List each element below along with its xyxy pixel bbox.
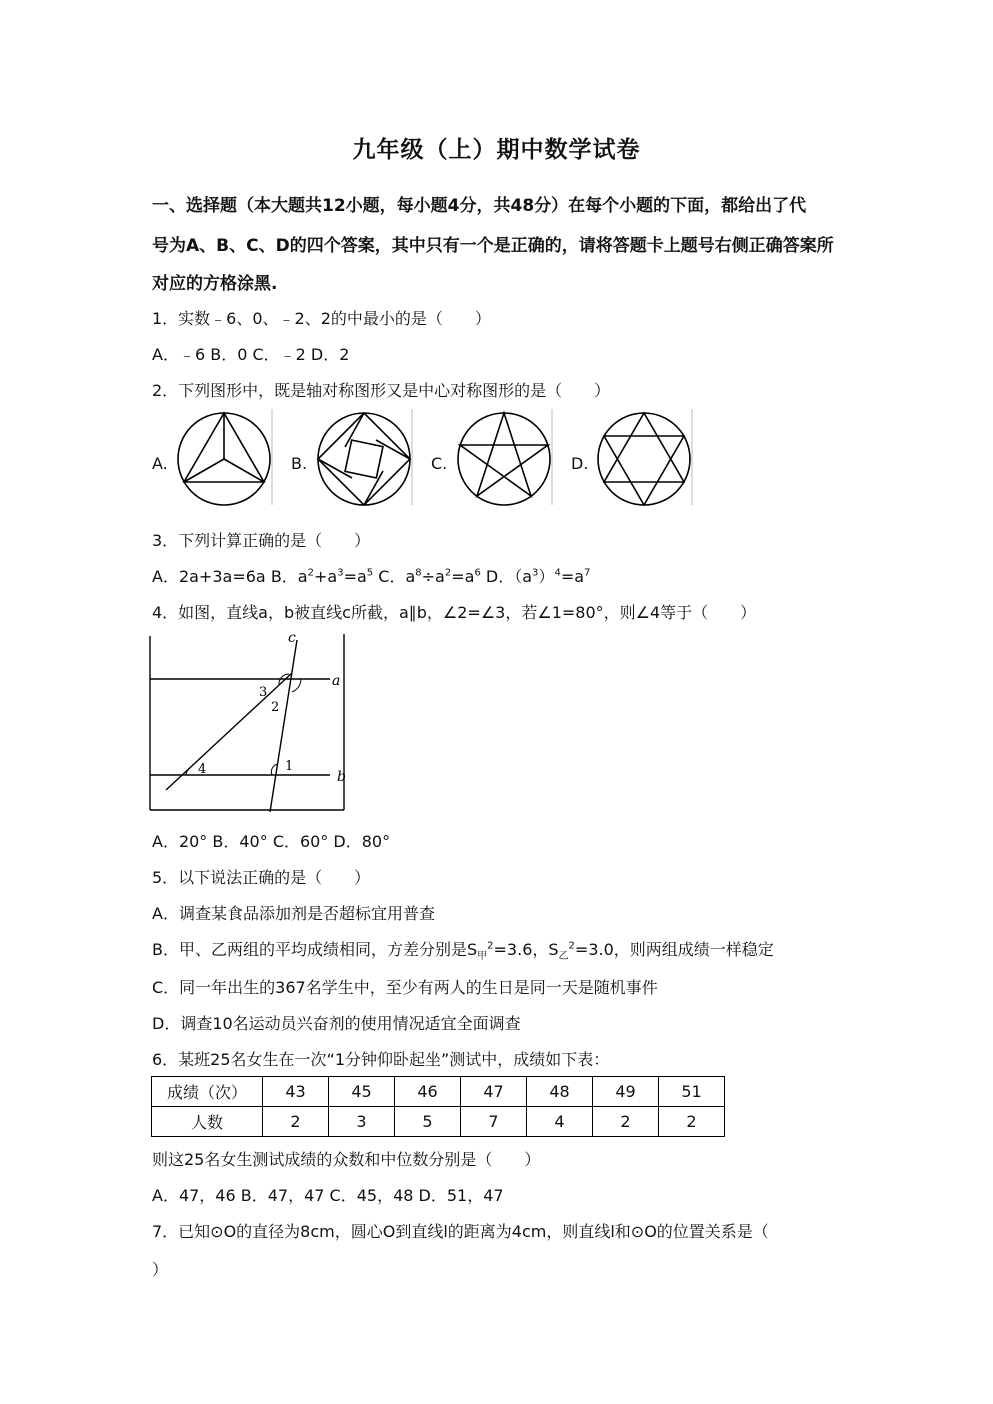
table-cell: 5	[395, 1107, 461, 1137]
table-row-scores	[152, 1077, 725, 1107]
q5-option-d: D．调查10名运动员兴奋剂的使用情况适宜全面调查	[152, 1014, 521, 1033]
page-title: 九年级（上）期中数学试卷	[352, 137, 641, 163]
table-cell: 4	[527, 1107, 593, 1137]
q4-options: A．20° B．40° C．60° D．80°	[152, 832, 391, 851]
table-cell: 2	[593, 1107, 659, 1137]
q2-figure-d	[594, 409, 694, 506]
q1-stem: 1．实数﹣6、0、﹣2、2的中最小的是（ ）	[152, 309, 491, 328]
label-angle-4: 4	[198, 762, 207, 777]
section-heading-line-3: 对应的方格涂黑.	[152, 274, 278, 294]
q2-option-d-label: D.	[571, 454, 589, 473]
q2-option-b-label: B.	[291, 454, 308, 473]
table-cell: 49	[593, 1077, 659, 1107]
table-cell: 48	[527, 1077, 593, 1107]
q3-option-d: D．$(a^3)^4=a^7$	[485, 567, 591, 586]
label-b: b	[337, 769, 346, 785]
q2-option-c-label: C.	[431, 454, 448, 473]
q2-figure-c	[454, 409, 554, 506]
q2-stem: 2．下列图形中，既是轴对称图形又是中心对称图形的是（ ）	[152, 381, 611, 400]
table-cell: 51	[659, 1077, 725, 1107]
table-cell: 2	[659, 1107, 725, 1137]
table-header-score: 成绩（次）	[152, 1077, 263, 1107]
table-row-counts	[152, 1107, 725, 1137]
table-header-count: 人数	[152, 1107, 263, 1137]
q3-option-b: B．$a^2+a^3=a^5$	[270, 567, 374, 586]
q2-figure-a	[174, 409, 274, 506]
q6-score-table	[151, 1076, 725, 1137]
q2-option-a-label: A.	[152, 454, 168, 473]
table-cell: 45	[329, 1077, 395, 1107]
table-cell: 43	[263, 1077, 329, 1107]
q6-options: A．47，46 B．47，47 C．45，48 D．51，47	[152, 1186, 504, 1205]
q4-stem: 4．如图，直线a，b被直线c所截，a∥b，∠2=∠3，若∠1=80°，则∠4等于（ ）	[152, 603, 757, 622]
label-c: c	[288, 630, 296, 646]
table-cell: 3	[329, 1107, 395, 1137]
section-heading-line-1: 一、选择题（本大题共12小题，每小题4分，共48分）在每个小题的下面，都给出了代	[152, 196, 807, 216]
q6-stem: 6．某班25名女生在一次“1分钟仰卧起坐”测试中，成绩如下表：	[152, 1050, 610, 1069]
label-angle-1: 1	[285, 759, 294, 774]
label-angle-2: 2	[271, 700, 280, 715]
table-cell: 47	[461, 1077, 527, 1107]
label-a: a	[332, 673, 341, 689]
section-heading-line-2: 号为A、B、C、D的四个答案，其中只有一个是正确的，请将答题卡上题号右侧正确答案所	[152, 236, 834, 256]
q1-options: A．﹣6 B．0 C．﹣2 D．2	[152, 345, 350, 364]
q7-stem: 7．已知⊙O的直径为8cm，圆心O到直线l的距离为4cm，则直线l和⊙O的位置关系是（	[152, 1222, 769, 1241]
q7-stem-end: ）	[152, 1260, 169, 1279]
q5-option-a: A．调查某食品添加剂是否超标宜用普查	[152, 904, 435, 923]
q6-question: 则这25名女生测试成绩的众数和中位数分别是（ ）	[152, 1150, 541, 1169]
table-cell: 46	[395, 1077, 461, 1107]
q2-figure-b	[314, 409, 414, 506]
q5-option-b: B．甲、乙两组的平均成绩相同，方差分别是$S_甲^2=3.6$，$S_乙^2=3.0$，则两组成绩一样稳定	[152, 940, 774, 963]
q3-option-a: A．2a+3a=6a	[152, 567, 266, 586]
label-angle-3: 3	[259, 685, 268, 700]
q5-option-c: C．同一年出生的367名学生中，至少有两人的生日是同一天是随机事件	[152, 978, 658, 997]
q3-stem: 3．下列计算正确的是（ ）	[152, 531, 371, 550]
q3-option-c: C．$a^8\div a^2=a^6$	[378, 567, 481, 586]
q3-options	[152, 564, 590, 587]
q4-figure	[148, 628, 350, 814]
q5-stem: 5．以下说法正确的是（ ）	[152, 868, 371, 887]
table-cell: 7	[461, 1107, 527, 1137]
table-cell: 2	[263, 1107, 329, 1137]
